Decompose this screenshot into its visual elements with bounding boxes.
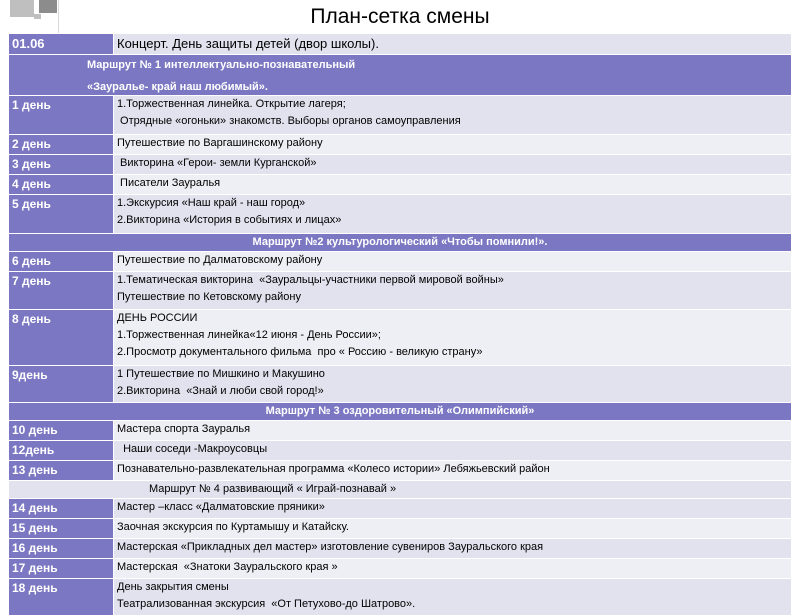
- day-label: 1 день: [9, 96, 114, 135]
- day-activities: [114, 579, 792, 616]
- day-label: 5 день: [9, 195, 114, 234]
- activity-line: Мастера спорта Зауралья: [117, 423, 251, 435]
- day-label: 15 день: [9, 519, 114, 539]
- day-label: 18 день: [9, 579, 114, 616]
- activity-line: ДЕНЬ РОССИИ: [117, 312, 198, 324]
- activity-line: Наши соседи -Макроусовцы: [117, 443, 268, 455]
- activity-line: Мастерская «Прикладных дел мастер» изготовление сувениров Зауральского края: [117, 541, 544, 553]
- activity-line: 1 Путешествие по Мишкино и Макушино: [117, 368, 325, 380]
- table-row: [9, 252, 792, 272]
- date-cell: 01.06: [9, 34, 114, 55]
- activity-line: Отрядные «огоньки» знакомств. Выборы органов самоуправления: [117, 115, 461, 127]
- table-row: [9, 366, 792, 403]
- route-row: [9, 234, 792, 252]
- route-2-header: Маршрут №2 культурологический «Чтобы помнили!».: [9, 234, 792, 252]
- table-row: [9, 421, 792, 441]
- day-label: 7 день: [9, 272, 114, 310]
- route-1-subtitle: «Зауралье- край наш любимый».: [87, 81, 268, 93]
- route-3-header: Маршрут № 3 оздоровительный «Олимпийский»: [9, 403, 792, 421]
- activity-line: 1.Торжественная линейка«12 июня - День России»;: [117, 329, 381, 341]
- day-activities: [114, 519, 792, 539]
- activity-line: 1.Торжественная линейка. Открытие лагеря;: [117, 98, 346, 110]
- table-row: [9, 579, 792, 616]
- day-label: 14 день: [9, 499, 114, 519]
- day-activities: [114, 195, 792, 234]
- day-label: 4 день: [9, 175, 114, 195]
- day-activities: [114, 272, 792, 310]
- activity-line: 1.Тематическая викторина «Зауральцы-участники первой мировой войны»: [117, 274, 504, 286]
- table-row: [9, 155, 792, 175]
- table-row: [9, 559, 792, 579]
- day-activities: [114, 155, 792, 175]
- activity-line: 2.Просмотр документального фильма про « Россию - великую страну»: [117, 346, 483, 358]
- activity-line: 2.Викторина «История в событиях и лицах»: [117, 214, 342, 226]
- activity-line: Путешествие по Варгашинскому району: [117, 137, 323, 149]
- day-label: 10 день: [9, 421, 114, 441]
- table-row: [9, 539, 792, 559]
- route-row: [9, 403, 792, 421]
- table-row: [9, 135, 792, 155]
- table-row: [9, 441, 792, 461]
- activity-line: День закрытия смены: [117, 581, 229, 593]
- day-label: 2 день: [9, 135, 114, 155]
- schedule-table: [8, 33, 792, 616]
- table-row: [9, 272, 792, 310]
- day-activities: [114, 175, 792, 195]
- day-activities: [114, 441, 792, 461]
- day-activities: [114, 310, 792, 366]
- table-row: [9, 499, 792, 519]
- day-activities: [114, 96, 792, 135]
- activity-line: Путешествие по Кетовскому району: [117, 291, 301, 303]
- day-label: 8 день: [9, 310, 114, 366]
- activity-line: Театрализованная экскурсия «От Петухово-до Шатрово».: [117, 598, 416, 610]
- day-activities: [114, 461, 792, 481]
- day-label: 12день: [9, 441, 114, 461]
- day-label: 6 день: [9, 252, 114, 272]
- table-row: [9, 195, 792, 234]
- day-label: 9день: [9, 366, 114, 403]
- day-activities: [114, 499, 792, 519]
- table-row: [9, 34, 792, 55]
- table-row: [9, 96, 792, 135]
- table-row: [9, 461, 792, 481]
- route-row: [9, 481, 792, 499]
- day-activities: [114, 539, 792, 559]
- day-activities: [114, 366, 792, 403]
- route-row: [9, 55, 792, 96]
- activity-line: Путешествие по Далматовскому району: [117, 254, 323, 266]
- day-label: 17 день: [9, 559, 114, 579]
- event-cell: Концерт. День защиты детей (двор школы).: [114, 34, 792, 55]
- page-title: План-сетка смены: [310, 5, 490, 28]
- activity-line: Заочная экскурсия по Куртамышу и Катайску.: [117, 521, 349, 533]
- table-row: [9, 519, 792, 539]
- day-label: 13 день: [9, 461, 114, 481]
- table-row: [9, 310, 792, 366]
- activity-line: Викторина «Герои- земли Курганской»: [117, 157, 317, 169]
- route-1-header: [9, 55, 792, 96]
- day-activities: [114, 252, 792, 272]
- day-activities: [114, 135, 792, 155]
- day-activities: [114, 421, 792, 441]
- activity-line: Мастерская «Знатоки Зауральского края »: [117, 561, 338, 573]
- route-1-title: Маршрут № 1 интеллектуально-познавательный: [87, 59, 356, 71]
- route-4-header: Маршрут № 4 развивающий « Играй-познавай »: [9, 481, 792, 499]
- activity-line: Познавательно-развлекательная программа «Колесо истории» Лебяжьевский район: [117, 463, 550, 475]
- activity-line: 1.Экскурсия «Наш край - наш город»: [117, 197, 306, 209]
- day-label: 3 день: [9, 155, 114, 175]
- day-label: 16 день: [9, 539, 114, 559]
- activity-line: 2.Викторина «Знай и люби свой город!»: [117, 385, 324, 397]
- day-activities: [114, 559, 792, 579]
- activity-line: Мастер –класс «Далматовские пряники»: [117, 501, 325, 513]
- table-row: [9, 175, 792, 195]
- activity-line: Писатели Зауралья: [117, 177, 221, 189]
